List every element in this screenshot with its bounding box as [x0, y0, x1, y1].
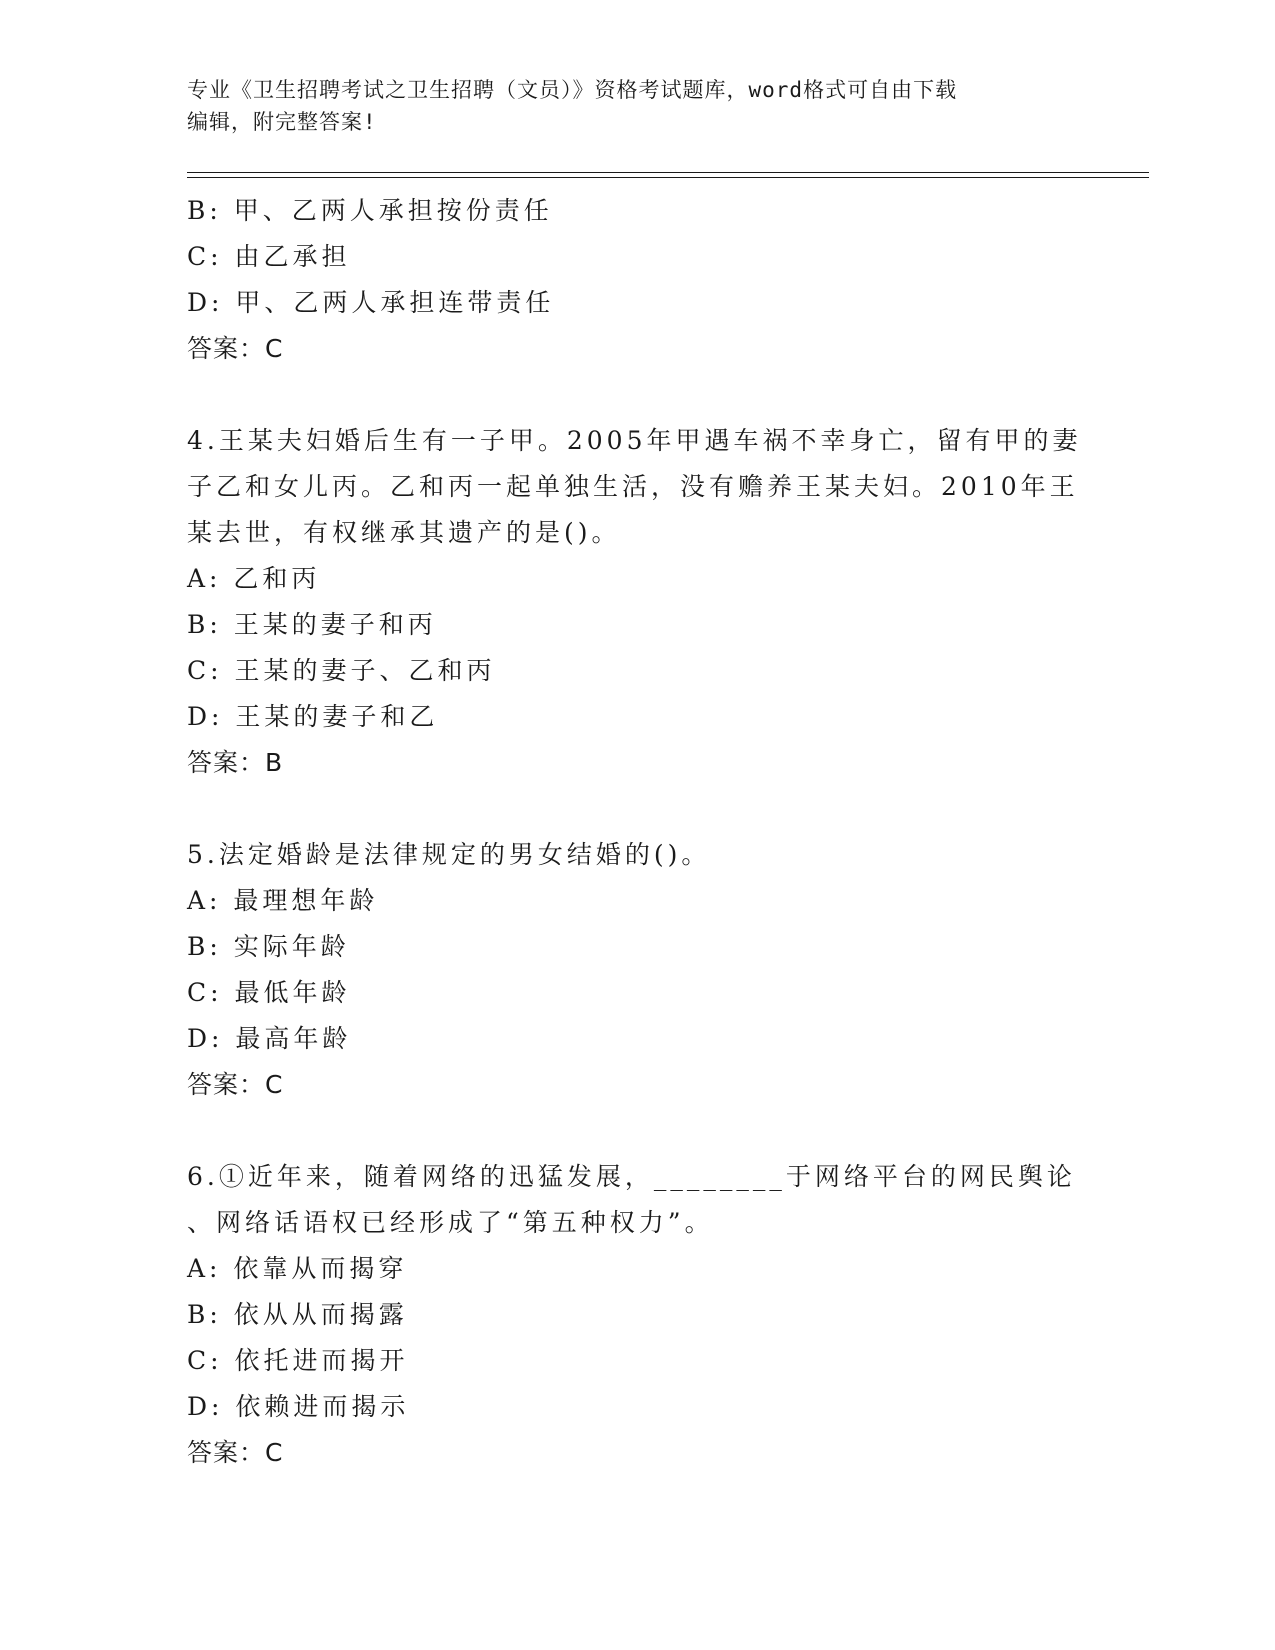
question-4	[187, 418, 1082, 786]
option-c: C: 由乙承担	[187, 242, 351, 271]
option-d: D: 依赖进而揭示	[187, 1392, 410, 1421]
option-a: A: 依靠从而揭穿	[187, 1254, 408, 1283]
question-continued	[187, 188, 1067, 372]
question-5	[187, 832, 1067, 1108]
header-divider-top	[187, 172, 1149, 173]
answer-label: 答案：C	[187, 1438, 284, 1467]
option-b: B: 实际年龄	[187, 932, 350, 961]
question-text-line: 4.王某夫妇婚后生有一子甲。2005年甲遇车祸不幸身亡，留有甲的妻	[187, 426, 1082, 455]
header-divider-bottom	[187, 177, 1149, 178]
question-text-line: 某去世，有权继承其遗产的是()。	[187, 518, 621, 547]
answer-label: 答案：C	[187, 334, 284, 363]
document-header	[187, 74, 1067, 138]
answer-label: 答案：B	[187, 748, 284, 777]
answer-label: 答案：C	[187, 1070, 284, 1099]
header-line-2: 编辑，附完整答案!	[187, 110, 377, 134]
option-c: C: 王某的妻子、乙和丙	[187, 656, 496, 685]
option-b: B: 甲、乙两人承担按份责任	[187, 196, 553, 225]
option-d: D: 王某的妻子和乙	[187, 702, 439, 731]
option-b: B: 王某的妻子和丙	[187, 610, 437, 639]
question-6	[187, 1154, 1076, 1476]
option-b: B: 依从从而揭露	[187, 1300, 408, 1329]
question-list	[187, 188, 1082, 1476]
header-line-1: 专业《卫生招聘考试之卫生招聘（文员）》资格考试题库，word格式可自由下载	[187, 78, 958, 102]
option-d: D: 最高年龄	[187, 1024, 352, 1053]
question-text-line: 6.①近年来，随着网络的迅猛发展，________于网络平台的网民舆论	[187, 1162, 1076, 1191]
question-text-line: 子乙和女儿丙。乙和丙一起单独生活，没有赡养王某夫妇。2010年王	[187, 472, 1079, 501]
question-text-line: 5.法定婚龄是法律规定的男女结婚的()。	[187, 840, 711, 869]
option-c: C: 最低年龄	[187, 978, 351, 1007]
option-a: A: 最理想年龄	[187, 886, 379, 915]
option-d: D: 甲、乙两人承担连带责任	[187, 288, 555, 317]
option-c: C: 依托进而揭开	[187, 1346, 409, 1375]
question-text-line: 、网络话语权已经形成了“第五种权力”。	[187, 1208, 714, 1237]
option-a: A: 乙和丙	[187, 564, 321, 593]
